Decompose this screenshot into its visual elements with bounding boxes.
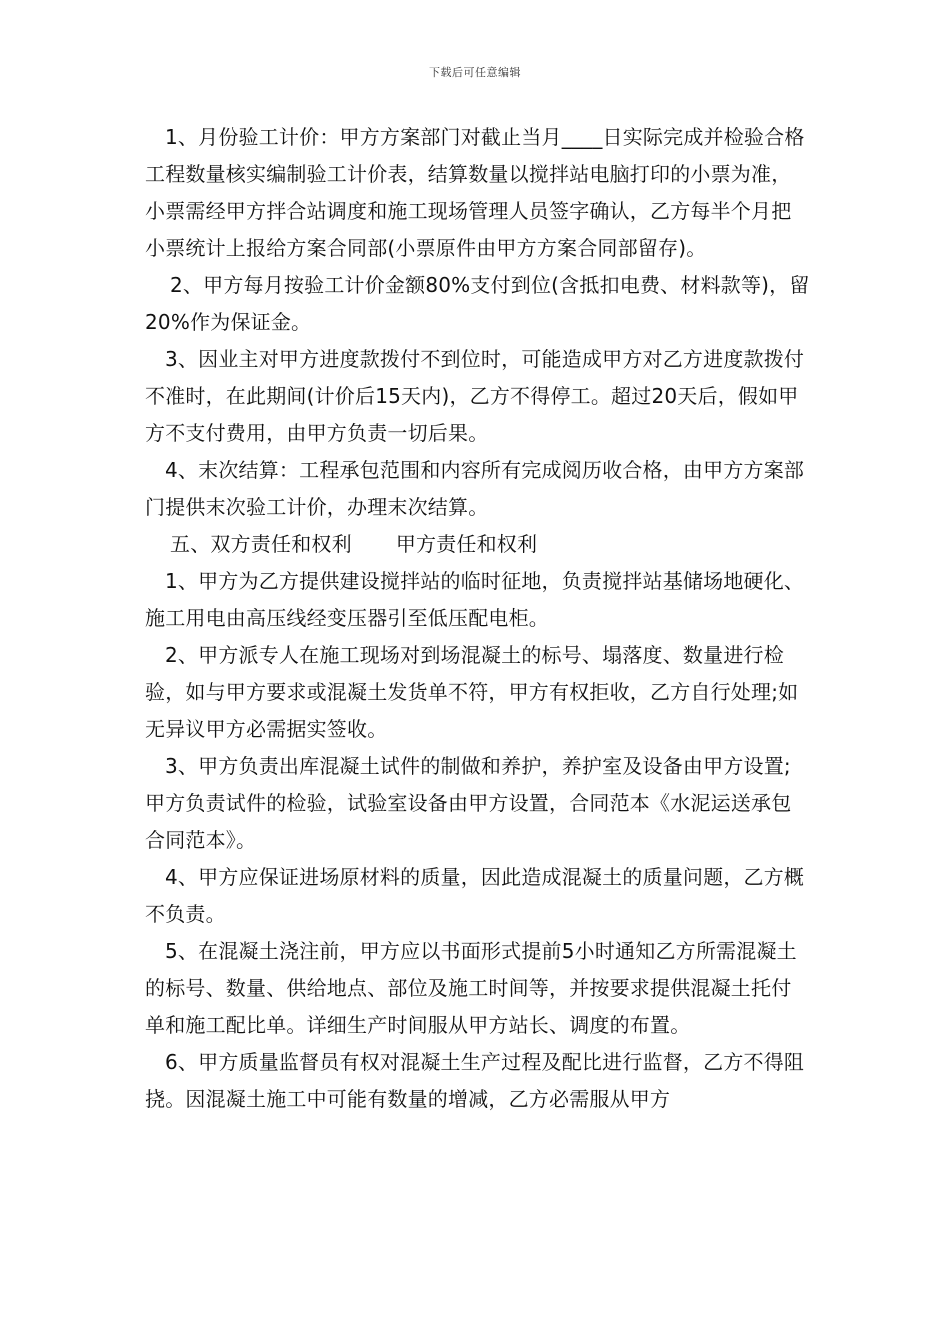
paragraph-party-a-duty-5: 5、在混凝土浇注前，甲方应以书面形式提前5小时通知乙方所需混凝土的标号、数量、供给地点、部位及施工时间等，并按要求提供混凝土托付单和施工配比单。详细生产时间服从甲方站长、调度的布置。 bbox=[145, 939, 797, 1037]
paragraph-party-a-duty-1: 1、甲方为乙方提供建设搅拌站的临时征地，负责搅拌站基储场地硬化、施工用电由高压线经变压器引至低压配电柜。 bbox=[145, 569, 805, 630]
section-heading bbox=[145, 526, 810, 563]
paragraph-party-a-duty-6: 6、甲方质量监督员有权对混凝土生产过程及配比进行监督，乙方不得阻挠。因混凝土施工中可能有数量的增减，乙方必需服从甲方 bbox=[145, 1050, 805, 1111]
paragraph-monthly-payment: 2、甲方每月按验工计价金额80%支付到位(含抵扣电费、材料款等)，留20%作为保证金。 bbox=[145, 273, 810, 334]
section-heading-title: 五、双方责任和权利 bbox=[170, 532, 352, 556]
paragraph-monthly-valuation: 1、月份验工计价：甲方方案部门对截止当月____日实际完成并检验合格工程数量核实编制验工计价表，结算数量以搅拌站电脑打印的小票为准，小票需经甲方拌合站调度和施工现场管理人员签字确认，乙方每半个月把小票统计上报给方案合同部(小票原件由甲方方案合同部留存)。 bbox=[145, 125, 805, 260]
paragraph-party-a-duty-4: 4、甲方应保证进场原材料的质量，因此造成混凝土的质量问题，乙方概不负责。 bbox=[145, 865, 805, 926]
paragraph-party-a-duty-2: 2、甲方派专人在施工现场对到场混凝土的标号、塌落度、数量进行检验，如与甲方要求或混凝土发货单不符，甲方有权拒收，乙方自行处理;如无异议甲方必需据实签收。 bbox=[145, 643, 799, 741]
paragraph-progress-payment: 3、因业主对甲方进度款拨付不到位时，可能造成甲方对乙方进度款拨付不准时，在此期间(计价后15天内)，乙方不得停工。超过20天后，假如甲方不支付费用，由甲方负责一切后果。 bbox=[145, 347, 805, 445]
document-body bbox=[145, 119, 810, 1118]
section-heading-subtitle: 甲方责任和权利 bbox=[395, 532, 538, 556]
page-header: 下载后可任意编辑 bbox=[429, 66, 521, 79]
paragraph-party-a-duty-3: 3、甲方负责出库混凝土试件的制做和养护，养护室及设备由甲方设置;甲方负责试件的检验，试验室设备由甲方设置，合同范本《水泥运送承包合同范本》。 bbox=[145, 754, 792, 852]
paragraph-final-settlement: 4、末次结算：工程承包范围和内容所有完成阅历收合格，由甲方方案部门提供末次验工计价，办理末次结算。 bbox=[145, 458, 805, 519]
